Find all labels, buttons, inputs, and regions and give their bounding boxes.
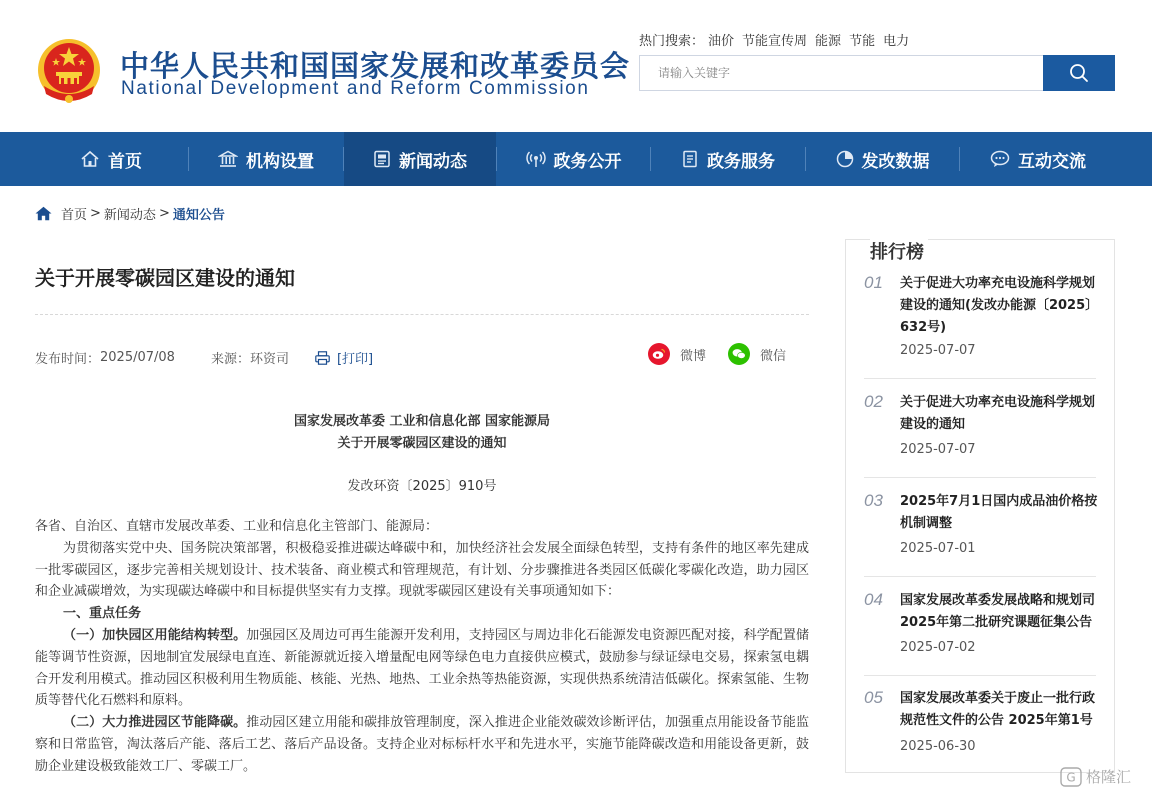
share-wechat-label: 微信	[760, 348, 787, 364]
search-input[interactable]	[640, 56, 1044, 90]
watermark-logo-icon	[1060, 767, 1082, 787]
hot-search-item[interactable]: 节能宣传周	[742, 34, 808, 49]
ranking-item-date: 2025-07-01	[900, 541, 976, 556]
breadcrumb-home[interactable]: 首页	[61, 208, 88, 223]
article-title: 关于开展零碳园区建设的通知	[35, 266, 295, 290]
building-icon	[218, 150, 238, 168]
breadcrumb-news[interactable]: 新闻动态	[103, 208, 156, 223]
document-icon	[681, 150, 699, 168]
ranking-number: 04	[864, 590, 883, 609]
main-nav	[0, 132, 1152, 186]
nav-item-home[interactable]	[34, 132, 188, 186]
task-body: 推动园区建立用能和碳排放管理制度，深入推进企业能效碳效诊断评估，加强重点用能设备节能监察和日常监管，淘汰落后产能、落后工艺、落后产品设备。支持企业对标标杆水平和先进水平，实施节能降碳改造和用能设备更新，鼓励企业建设极致能效工厂、零碳工厂。	[35, 715, 809, 774]
divider	[864, 576, 1096, 577]
hot-search-item[interactable]: 电力	[883, 34, 910, 49]
breadcrumb-current[interactable]: 通知公告	[172, 208, 225, 223]
share-weibo[interactable]	[648, 343, 706, 365]
nav-item-interaction[interactable]	[960, 132, 1116, 186]
nav-item-label: 互动交流	[1018, 151, 1086, 172]
pie-chart-icon	[836, 150, 854, 168]
ranking-number: 02	[864, 392, 883, 411]
nav-item-organization[interactable]	[189, 132, 343, 186]
nav-item-data[interactable]	[806, 132, 959, 186]
search-button[interactable]	[1043, 55, 1115, 91]
home-icon[interactable]	[35, 206, 52, 221]
ranking-number: 05	[864, 688, 883, 707]
print-label: [打印]	[336, 352, 374, 367]
breadcrumb-separator: >	[158, 206, 170, 221]
divider	[35, 314, 809, 315]
ranking-item-title[interactable]: 国家发展改革委关于废止一批行政规范性文件的公告 2025年第1号	[900, 691, 1096, 728]
printer-icon	[315, 351, 330, 365]
task-title: （一）加快园区用能结构转型。	[63, 627, 247, 643]
ranking-item-title[interactable]: 国家发展改革委发展战略和规划司2025年第二批研究课题征集公告	[900, 593, 1096, 630]
publish-date: 2025/07/08	[100, 350, 175, 365]
divider	[864, 378, 1096, 379]
intro-paragraph: 为贯彻落实党中央、国务院决策部署，积极稳妥推进碳达峰碳中和，加快经济社会发展全面绿色转型，支持有条件的地区率先建成一批零碳园区，逐步完善相关规划设计、技术装备、商业模式和管理规范，有计划、分步骤推进各类园区低碳化零碳化改造，助力园区和企业减碳增效，为实现碳达峰碳中和目标提供坚实有力支撑。现就零碳园区建设有关事项通知如下：	[35, 540, 809, 600]
publish-label: 发布时间：	[35, 352, 101, 367]
source-value: 环资司	[249, 352, 289, 367]
hot-search-item[interactable]: 节能	[849, 34, 876, 49]
task-paragraph	[35, 712, 809, 777]
chat-icon	[990, 150, 1010, 168]
wechat-icon	[728, 343, 750, 365]
hot-search	[639, 30, 913, 49]
ranking-panel	[845, 239, 1115, 773]
newspaper-icon	[373, 150, 391, 168]
breadcrumb	[35, 204, 225, 223]
watermark	[1060, 766, 1131, 787]
search-box	[639, 55, 1115, 91]
nav-item-label: 首页	[108, 151, 142, 172]
share-weibo-label: 微博	[680, 348, 707, 364]
nav-item-label: 机构设置	[246, 151, 314, 172]
share-wechat[interactable]	[728, 343, 786, 365]
ranking-item-title[interactable]: 2025年7月1日国内成品油价格按机制调整	[900, 494, 1098, 531]
broadcast-icon	[526, 150, 546, 168]
ranking-item-date: 2025-07-02	[900, 640, 976, 655]
search-icon	[1069, 63, 1089, 83]
breadcrumb-separator: >	[90, 206, 101, 221]
print-button[interactable]	[315, 348, 373, 367]
hot-search-item[interactable]: 油价	[708, 34, 735, 49]
site-header	[0, 0, 1152, 132]
ranking-item-date: 2025-06-30	[900, 739, 976, 754]
ranking-item-title[interactable]: 关于促进大功率充电设施科学规划建设的通知(发改办能源〔2025〕632号)	[900, 276, 1099, 335]
home-icon	[80, 150, 100, 168]
weibo-icon	[648, 343, 670, 365]
article-meta	[35, 348, 373, 367]
ranking-title: 排行榜	[870, 238, 928, 264]
source-label: 来源：	[210, 352, 250, 367]
nav-item-label: 政务服务	[707, 151, 775, 172]
nav-item-gov-affairs[interactable]	[497, 132, 650, 186]
divider	[864, 477, 1096, 478]
doc-number: 发改环资〔2025〕910号	[347, 479, 497, 494]
doc-title: 关于开展零碳园区建设的通知	[337, 436, 507, 451]
ranking-number: 01	[864, 273, 883, 292]
ranking-item-date: 2025-07-07	[900, 343, 976, 358]
hot-search-label: 热门搜索：	[639, 34, 705, 49]
hot-search-item[interactable]: 能源	[815, 34, 842, 49]
site-title-cn: 中华人民共和国国家发展和改革委员会	[120, 49, 631, 83]
task-paragraph	[35, 625, 809, 712]
nav-item-label: 政务公开	[553, 151, 622, 172]
nav-item-news[interactable]	[344, 132, 496, 186]
watermark-text: 格隆汇	[1086, 768, 1132, 786]
salutation: 各省、自治区、直辖市发展改革委、工业和信息化主管部门、能源局：	[35, 519, 439, 534]
svg-text:G: G	[1066, 770, 1076, 784]
doc-issuers: 国家发展改革委 工业和信息化部 国家能源局	[293, 414, 551, 429]
section-heading: 一、重点任务	[63, 606, 142, 622]
task-title: （二）大力推进园区节能降碳。	[63, 715, 247, 731]
nav-item-label: 新闻动态	[399, 151, 467, 172]
ranking-item-date: 2025-07-07	[900, 442, 976, 457]
nav-item-gov-service[interactable]	[651, 132, 805, 186]
divider	[864, 675, 1096, 676]
nav-item-label: 发改数据	[861, 151, 930, 172]
site-title-en: National Development and Reform Commission	[121, 78, 590, 99]
national-emblem-logo[interactable]	[34, 36, 104, 108]
ranking-number: 03	[864, 491, 883, 510]
article-body	[35, 516, 809, 778]
ranking-item-title[interactable]: 关于促进大功率充电设施科学规划建设的通知	[900, 395, 1096, 432]
task-body: 加强园区及周边可再生能源开发利用，支持园区与周边非化石能源发电资源匹配对接，科学配置储能等调节性资源，因地制宜发展绿电直连、新能源就近接入增量配电网等绿色电力直接供应模式，鼓励参与绿证绿电交易，探索氢电耦合开发利用模式。推动园区积极利用生物质能、核能、光热、地热、工业余热等热能资源，实现供热系统清洁低碳化。探索氢能、生物质等替代化石燃料和原料。	[35, 627, 809, 709]
